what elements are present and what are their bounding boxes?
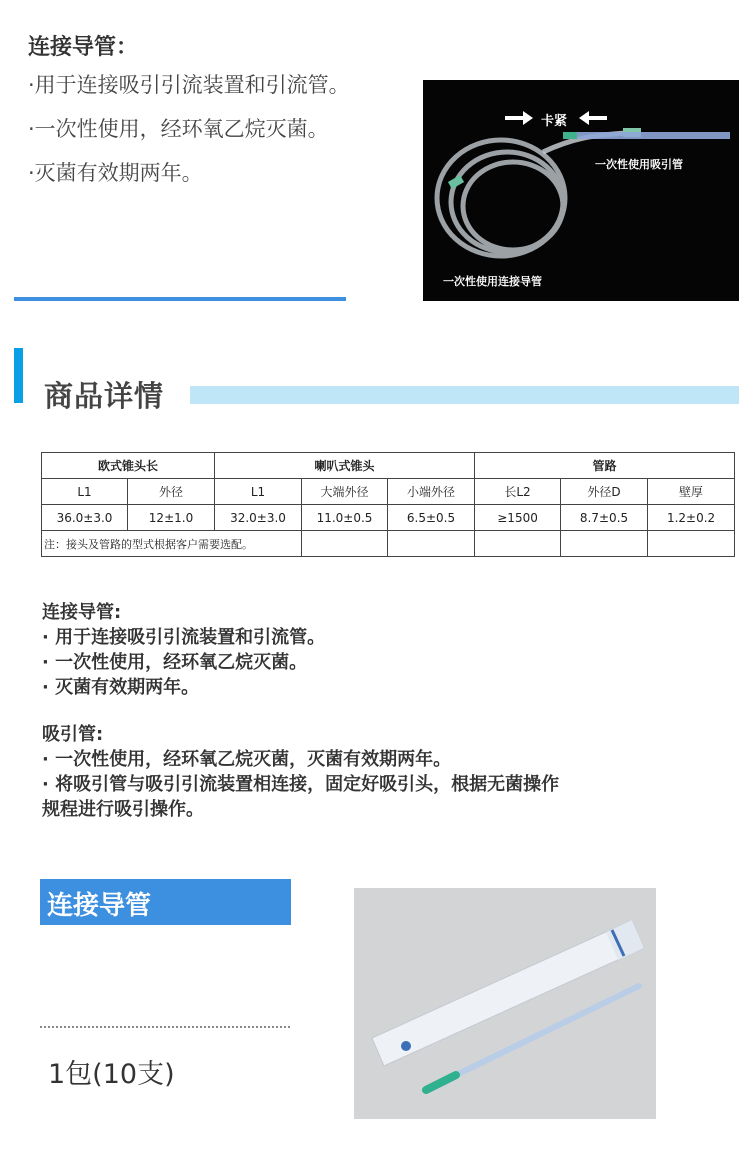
table-subheader: 外径 xyxy=(128,479,215,505)
tube-connector xyxy=(426,1075,456,1090)
table-subheader: 大端外径 xyxy=(302,479,388,505)
suction-tube xyxy=(570,132,730,139)
table-group-row xyxy=(42,453,735,479)
section-accent-bar xyxy=(14,348,23,403)
table-cell-empty xyxy=(648,531,735,557)
label-connector-tube: 一次性使用连接导管 xyxy=(443,275,542,288)
connector-point: · 一次性使用，经环氧乙烷灭菌。 xyxy=(42,652,308,673)
tube-illustration xyxy=(423,80,739,301)
product-photo-tubes xyxy=(423,80,739,301)
table-cell-empty xyxy=(388,531,475,557)
table-subheader: L1 xyxy=(42,479,128,505)
table-cell: 11.0±0.5 xyxy=(302,505,388,531)
product-photo-package xyxy=(354,888,656,1119)
suction-point: · 一次性使用，经环氧乙烷灭菌，灭菌有效期两年。 xyxy=(42,749,452,770)
product-name: 连接导管 xyxy=(47,891,152,921)
table-cell-empty xyxy=(475,531,561,557)
table-subheader-row xyxy=(42,479,735,505)
table-subheader: L1 xyxy=(215,479,302,505)
intro-divider xyxy=(14,297,346,301)
table-cell-empty xyxy=(561,531,648,557)
table-value-row xyxy=(42,505,735,531)
package-quantity: 1包(10支) xyxy=(48,1059,175,1090)
table-cell: 32.0±3.0 xyxy=(215,505,302,531)
table-cell: 12±1.0 xyxy=(128,505,215,531)
intro-point: ·灭菌有效期两年。 xyxy=(28,161,203,185)
intro-title: 连接导管： xyxy=(28,35,139,60)
table-cell: 8.7±0.5 xyxy=(561,505,648,531)
table-subheader: 小端外径 xyxy=(388,479,475,505)
table-cell: 1.2±0.2 xyxy=(648,505,735,531)
intro-list xyxy=(28,70,350,202)
table-group-header: 欧式锥头长 xyxy=(42,453,215,479)
table-note-row xyxy=(42,531,735,557)
section-title: 商品详情 xyxy=(44,379,165,413)
connector-point: · 灭菌有效期两年。 xyxy=(42,677,200,698)
section-strip xyxy=(190,386,739,404)
table-group-header: 喇叭式锥头 xyxy=(215,453,475,479)
suction-heading: 吸引管: xyxy=(42,724,104,745)
logo-icon xyxy=(401,1041,411,1051)
table-subheader: 壁厚 xyxy=(648,479,735,505)
label-tighten: 卡紧 xyxy=(541,114,568,129)
table-cell-empty xyxy=(302,531,388,557)
description-block xyxy=(42,600,559,822)
label-suction-tube: 一次性使用吸引管 xyxy=(595,158,683,171)
table-cell: 6.5±0.5 xyxy=(388,505,475,531)
table-note: 注：接头及管路的型式根据客户需要选配。 xyxy=(42,531,302,557)
suction-point-continued: 规程进行吸引操作。 xyxy=(42,799,204,820)
intro-point: ·用于连接吸引引流装置和引流管。 xyxy=(28,73,350,97)
arrow-left-icon xyxy=(579,111,607,125)
connector-point: · 用于连接吸引引流装置和引流管。 xyxy=(42,627,326,648)
dotted-divider xyxy=(40,1026,290,1028)
table-group-header: 管路 xyxy=(475,453,735,479)
arrow-right-icon xyxy=(505,111,533,125)
table-cell: ≥1500 xyxy=(475,505,561,531)
table-subheader: 外径D xyxy=(561,479,648,505)
table-cell: 36.0±3.0 xyxy=(42,505,128,531)
table-subheader: 长L2 xyxy=(475,479,561,505)
package-illustration xyxy=(354,888,656,1119)
suction-point: · 将吸引管与吸引引流装置相连接，固定好吸引头，根据无菌操作 xyxy=(42,774,560,795)
sterile-pouch xyxy=(372,920,644,1066)
intro-point: ·一次性使用，经环氧乙烷灭菌。 xyxy=(28,117,329,141)
connector-heading: 连接导管: xyxy=(42,602,122,623)
spec-table xyxy=(41,452,735,557)
